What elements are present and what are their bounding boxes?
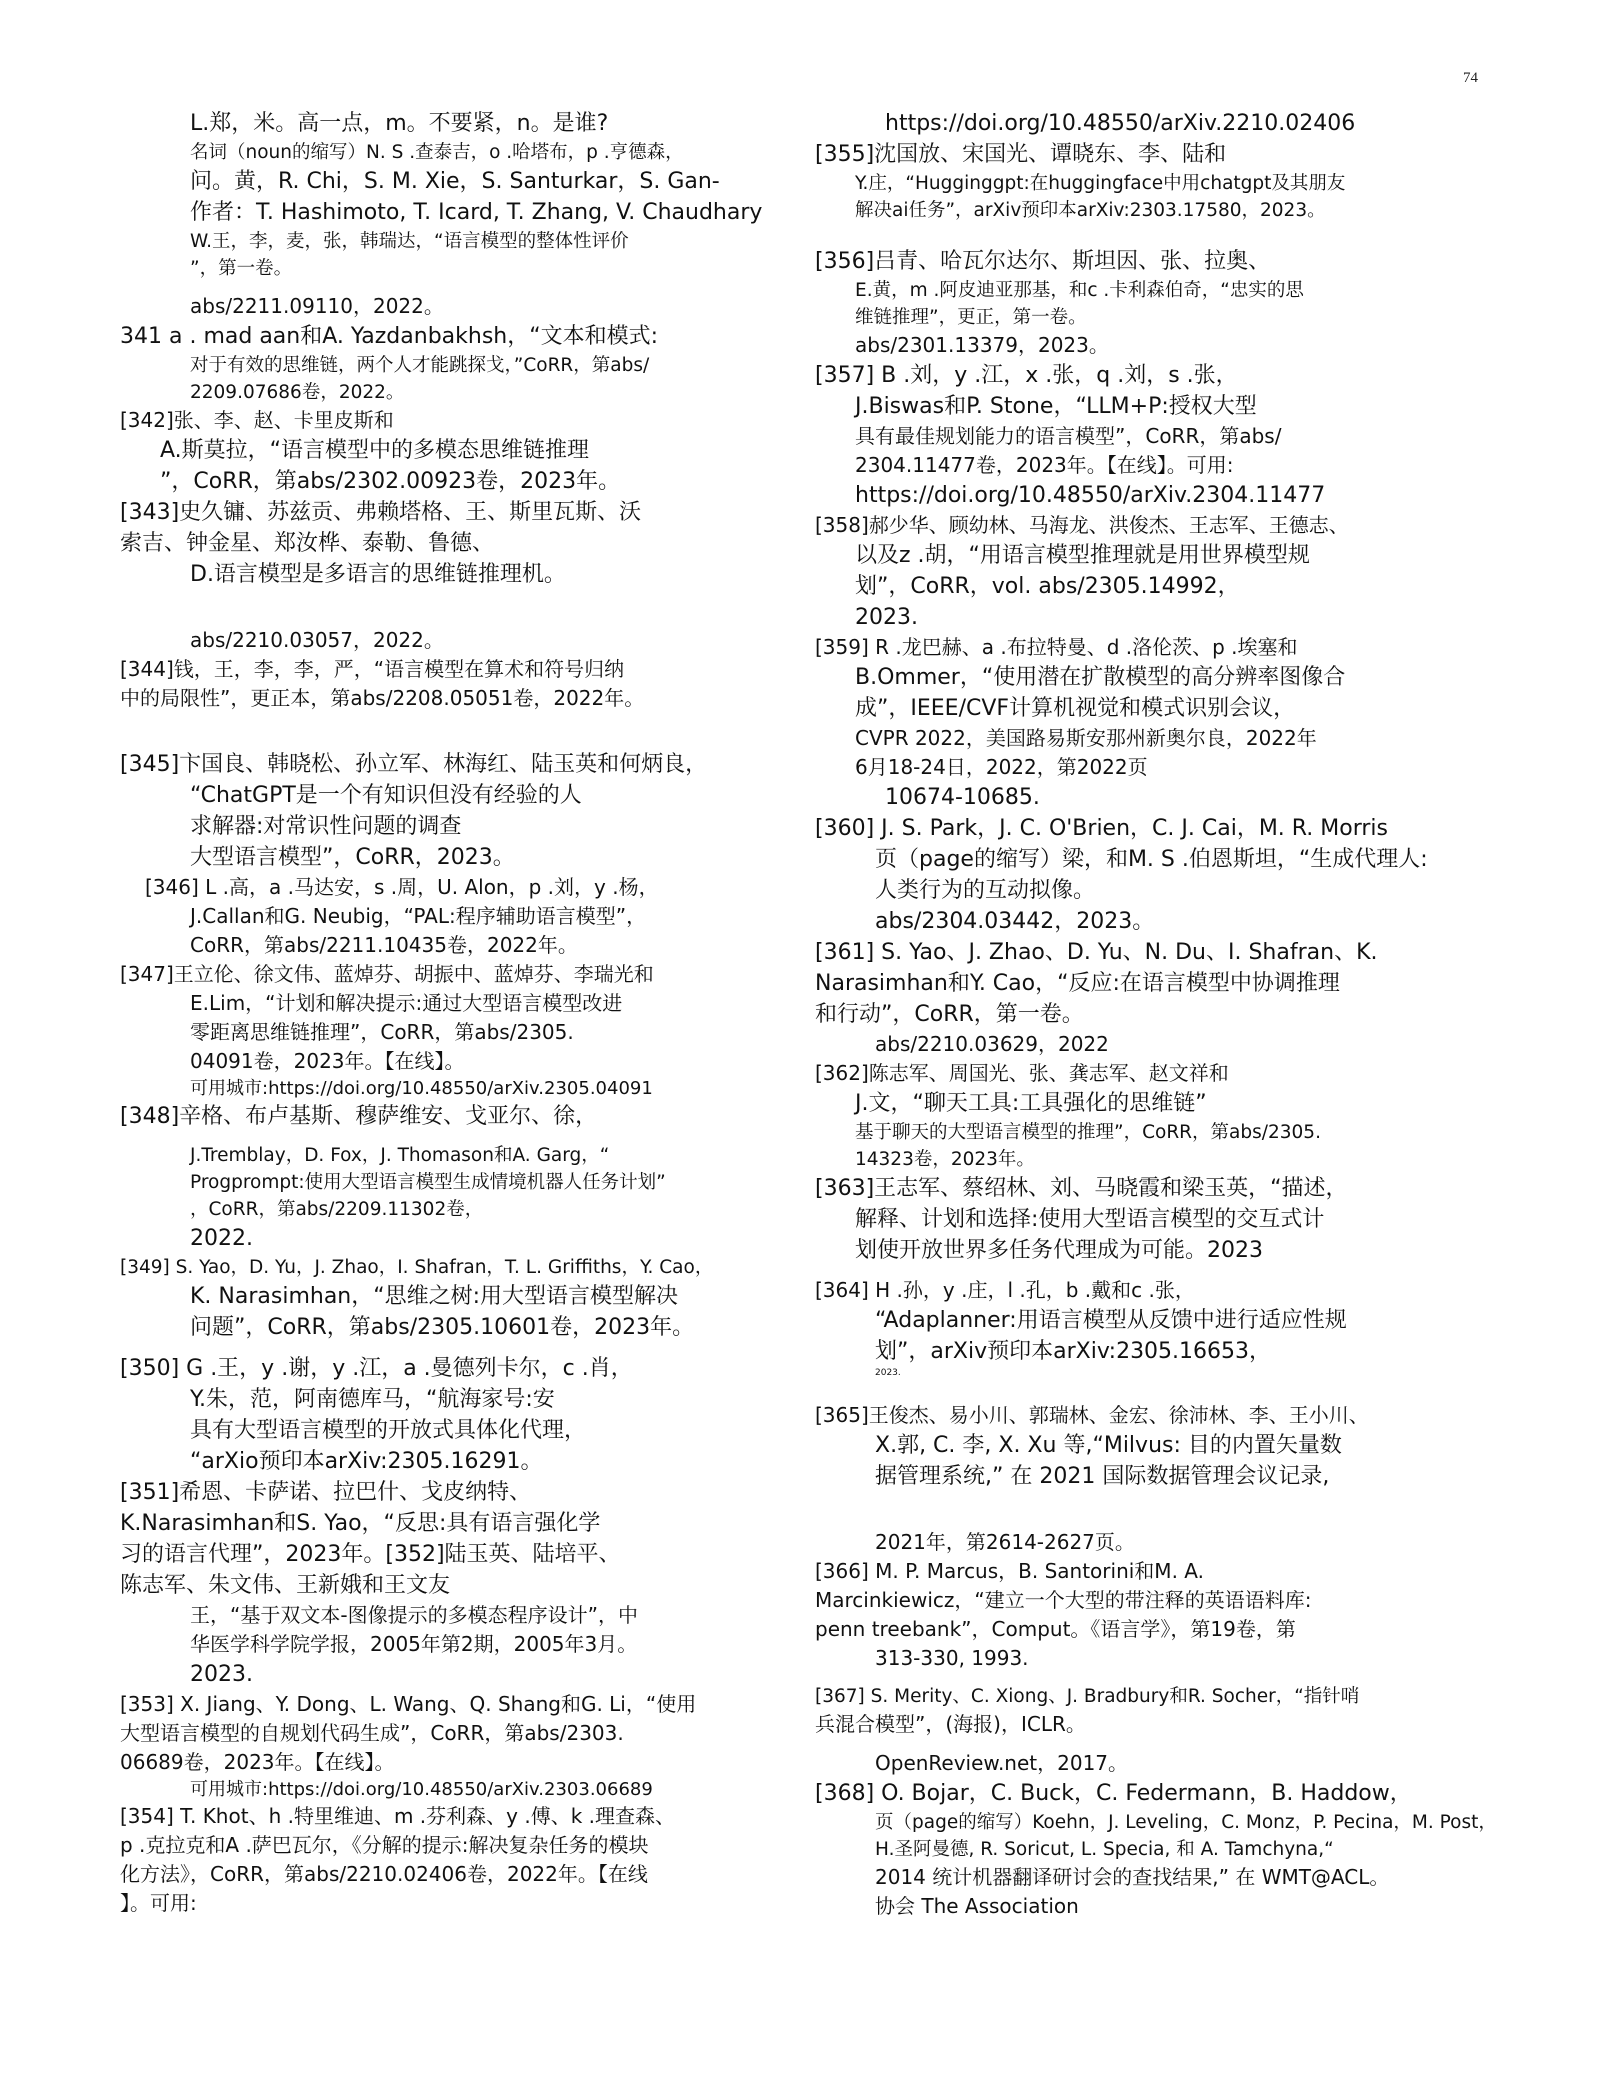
reference-entry — [120, 406, 840, 497]
reference-entry — [815, 108, 1505, 139]
reference-entry — [815, 813, 1505, 937]
reference-line: J.Tremblay，D. Fox，J. Thomason和A. Garg，“ — [190, 1145, 610, 1166]
reference-line: 具有大型语言模型的开放式具体化代理， — [190, 1418, 587, 1443]
reference-line: [360] J. S. Park，J. C. O'Brien，C. J. Cai，M. R. Morris — [815, 816, 1388, 841]
reference-line: abs/2301.13379，2023。 — [855, 333, 1109, 357]
reference-line: 王，“基于双文本-图像提示的多模态程序设计”，中 — [190, 1603, 638, 1627]
reference-line: 求解器:对常识性问题的调查 — [190, 814, 462, 839]
reference-line: H.圣阿曼德, R. Soricut, L. Specia, 和 A. Tamchyna,“ — [875, 1839, 1334, 1860]
reference-line: [363]王志军、蔡绍林、刘、马晓霞和梁玉英，“描述， — [815, 1176, 1348, 1201]
reference-line: 2022. — [190, 1226, 253, 1251]
reference-entry — [815, 246, 1505, 360]
reference-line: 大型语言模型的自规划代码生成”，CoRR，第abs/2303. — [120, 1721, 624, 1745]
reference-line: [343]史久镛、苏兹贡、弗赖塔格、王、斯里瓦斯、沃 — [120, 500, 642, 525]
reference-line: 和行动”，CoRR，第一卷。 — [815, 1002, 1084, 1027]
reference-entry — [120, 1802, 840, 1918]
reference-line: E.黄，m .阿皮迪亚那基，和c .卡利森伯奇，“忠实的思 — [855, 280, 1304, 301]
reference-line: [346] L .高，a .马达安，s .周，U. Alon，p .刘，y .杨， — [145, 875, 659, 899]
reference-line: 页（page的缩写）Koehn，J. Leveling，C. Monz，P. Pecina，M. Post， — [875, 1812, 1497, 1833]
reference-line: 2023. — [875, 1368, 901, 1378]
reference-line: 】。可用: — [120, 1891, 197, 1915]
reference-line: 陈志军、朱文伟、王新娥和王文友 — [120, 1573, 451, 1598]
reference-line: 341 a . mad aan和A. Yazdanbakhsh，“文本和模式: — [120, 324, 659, 349]
reference-line: 协会 The Association — [875, 1894, 1079, 1918]
reference-line: A.斯莫拉，“语言模型中的多模态思维链推理 — [160, 438, 590, 463]
reference-entry — [120, 321, 840, 406]
reference-line: 据管理系统,” 在 2021 国际数据管理会议记录, — [875, 1464, 1330, 1489]
reference-line: https://doi.org/10.48550/arXiv.2304.11477 — [855, 483, 1326, 508]
reference-line: J.文，“聊天工具:工具强化的思维链” — [855, 1091, 1207, 1116]
reference-line: 划”，CoRR，vol. abs/2305.14992， — [855, 574, 1240, 599]
reference-line: 人类行为的互动拟像。 — [875, 878, 1096, 903]
reference-entry — [815, 1173, 1505, 1266]
reference-line: [359] R .龙巴赫、a .布拉特曼、d .洛伦茨、p .埃塞和 — [815, 635, 1298, 659]
reference-entry — [815, 360, 1505, 511]
reference-entry — [815, 511, 1505, 633]
reference-line: abs/2210.03057，2022。 — [190, 628, 444, 652]
reference-line: 零距离思维链推理”，CoRR，第abs/2305. — [190, 1020, 574, 1044]
reference-line: 习的语言代理”，2023年。[352]陆玉英、陆培平、 — [120, 1542, 621, 1567]
reference-line: Narasimhan和Y. Cao，“反应:在语言模型中协调推理 — [815, 971, 1340, 996]
reference-line: 问题”，CoRR，第abs/2305.10601卷，2023年。 — [190, 1315, 695, 1340]
reference-line: D.语言模型是多语言的思维链推理机。 — [190, 562, 566, 587]
right-column — [815, 108, 1505, 1921]
reference-line: abs/2304.03442，2023。 — [875, 909, 1155, 934]
reference-line: 大型语言模型”，CoRR，2023。 — [190, 845, 515, 870]
reference-line: 名词（noun的缩写）N. S .查泰吉，o .哈塔布，p .亨德森， — [190, 142, 684, 163]
reference-line: 兵混合模型”，(海报)，ICLR。 — [815, 1712, 1086, 1736]
reference-line: 10674-10685. — [885, 785, 1040, 810]
reference-line: [362]陈志军、周国光、张、龚志军、赵文祥和 — [815, 1061, 1229, 1085]
reference-line: 2014 统计机器翻译研讨会的查找结果,” 在 WMT@ACL。 — [875, 1865, 1390, 1889]
reference-entry — [815, 1059, 1505, 1173]
reference-line: 6月18-24日，2022，第2022页 — [855, 755, 1148, 779]
reference-line: 划”，arXiv预印本arXiv:2305.16653， — [875, 1339, 1272, 1364]
reference-line: 14323卷，2023年。 — [855, 1149, 1035, 1170]
reference-line: [353] X. Jiang、Y. Dong、L. Wang、Q. Shang和G. Li，“使用 — [120, 1692, 697, 1716]
reference-line: 2021年，第2614-2627页。 — [875, 1530, 1135, 1554]
reference-entry — [815, 937, 1505, 1059]
reference-entry — [120, 749, 840, 873]
reference-line: K. Narasimhan，“思维之树:用大型语言模型解决 — [190, 1284, 679, 1309]
reference-line: 作者：T. Hashimoto, T. Icard, T. Zhang, V. Chaudhary — [190, 200, 763, 225]
reference-line: 解释、计划和选择:使用大型语言模型的交互式计 — [855, 1207, 1325, 1232]
reference-line: E.Lim，“计划和解决提示:通过大型语言模型改进 — [190, 991, 623, 1015]
reference-line: 04091卷，2023年。【在线】。 — [190, 1049, 465, 1073]
reference-line: ，CoRR，第abs/2209.11302卷， — [190, 1199, 484, 1220]
reference-entry — [815, 139, 1505, 224]
reference-line: 问。黄，R. Chi，S. M. Xie，S. Santurkar，S. Gan- — [190, 169, 720, 194]
reference-line: abs/2211.09110，2022。 — [190, 294, 444, 318]
reference-line: abs/2210.03629，2022 — [875, 1032, 1109, 1056]
reference-line: CVPR 2022，美国路易斯安那州新奥尔良，2022年 — [855, 726, 1317, 750]
reference-line: 以及z .胡，“用语言模型推理就是用世界模型规 — [855, 543, 1310, 568]
reference-line: X.郭, C. 李, X. Xu 等,“Milvus: 目的内置矢量数 — [875, 1433, 1342, 1458]
reference-entry — [120, 1353, 840, 1477]
reference-entry — [815, 1557, 1505, 1673]
reference-entry — [815, 1778, 1505, 1921]
reference-line: [365]王俊杰、易小川、郭瑞林、金宏、徐沛林、李、王小川、 — [815, 1403, 1369, 1427]
reference-entry — [120, 655, 840, 713]
reference-line: 索吉、钟金星、郑汝桦、泰勒、鲁德、 — [120, 531, 495, 556]
reference-line: J.Callan和G. Neubig，“PAL:程序辅助语言模型”， — [190, 904, 647, 928]
reference-line: Marcinkiewicz，“建立一个大型的带注释的英语语料库: — [815, 1588, 1312, 1612]
reference-line: [361] S. Yao、J. Zhao、D. Yu、N. Du、I. Shafran、K. — [815, 940, 1378, 965]
reference-line: penn treebank”，Comput。《语言学》，第19卷，第 — [815, 1617, 1296, 1641]
reference-line: [355]沈国放、宋国光、谭晓东、李、陆和 — [815, 142, 1227, 167]
reference-line: [348]辛格、布卢基斯、穆萨维安、戈亚尔、徐， — [120, 1104, 598, 1129]
reference-line: OpenReview.net，2017。 — [875, 1751, 1129, 1775]
reference-line: 划使开放世界多任务代理成为可能。2023 — [855, 1238, 1263, 1263]
reference-line: [367] S. Merity、C. Xiong、J. Bradbury和R. Socher，“指针哨 — [815, 1686, 1360, 1707]
reference-line: W.王，李，麦，张，韩瑞达，“语言模型的整体性评价 — [190, 231, 629, 252]
reference-line: [344]钱，王，李，李，严，“语言模型在算术和符号归纳 — [120, 657, 625, 681]
reference-line: 解决ai任务”，arXiv预印本arXiv:2303.17580，2023。 — [855, 200, 1326, 221]
reference-line: 313-330, 1993. — [875, 1646, 1029, 1670]
reference-line: J.Biswas和P. Stone，“LLM+P:授权大型 — [855, 394, 1257, 419]
reference-line: [366] M. P. Marcus，B. Santorini和M. A. — [815, 1559, 1204, 1583]
reference-line: ”，第一卷。 — [190, 258, 293, 279]
reference-line: [357] B .刘，y .江，x .张，q .刘，s .张， — [815, 363, 1238, 388]
reference-line: 2023. — [190, 1662, 253, 1687]
reference-entry — [120, 1477, 840, 1601]
reference-entry — [815, 1401, 1505, 1557]
reference-line: L.郑，米。高一点，m。不要紧，n。是谁? — [190, 111, 609, 136]
reference-entry — [815, 1276, 1505, 1379]
reference-line: 可用城市:https://doi.org/10.48550/arXiv.2303.06689 — [190, 1779, 653, 1800]
reference-line: 对于有效的思维链，两个人才能跳探戈，”CoRR，第abs/ — [190, 355, 650, 376]
reference-line: 可用城市:https://doi.org/10.48550/arXiv.2305.04091 — [190, 1078, 653, 1099]
reference-line: K.Narasimhan和S. Yao，“反思:具有语言强化学 — [120, 1511, 601, 1536]
reference-line: “arXio预印本arXiv:2305.16291。 — [190, 1449, 543, 1474]
reference-line: [342]张、李、赵、卡里皮斯和 — [120, 408, 394, 432]
reference-entry — [120, 960, 840, 1101]
left-column — [120, 108, 840, 1918]
reference-line: [347]王立伦、徐文伟、蓝焯芬、胡振中、蓝焯芬、李瑞光和 — [120, 962, 654, 986]
reference-line: [364] H .孙，y .庄，l .孔，b .戴和c .张， — [815, 1278, 1195, 1302]
reference-line: “Adaplanner:用语言模型从反馈中进行适应性规 — [875, 1308, 1347, 1333]
reference-entry — [120, 108, 840, 321]
reference-line: 基于聊天的大型语言模型的推理”，CoRR，第abs/2305. — [855, 1122, 1321, 1143]
reference-entry — [120, 1690, 840, 1802]
reference-line: [368] O. Bojar，C. Buck，C. Federmann，B. Haddow， — [815, 1781, 1412, 1806]
reference-line: [356]吕青、哈瓦尔达尔、斯坦因、张、拉奥、 — [815, 249, 1271, 274]
reference-line: 华医学科学院学报，2005年第2期，2005年3月。 — [190, 1632, 638, 1656]
reference-line: Y.朱，范，阿南德库马，“航海家号:安 — [190, 1387, 555, 1412]
reference-line: “ChatGPT是一个有知识但没有经验的人 — [190, 783, 582, 808]
reference-line: [354] T. Khot、h .特里维迪、m .芬利森、y .傅、k .理查森、 — [120, 1804, 675, 1828]
reference-line: 成”，IEEE/CVF计算机视觉和模式识别会议， — [855, 696, 1296, 721]
reference-line: 06689卷，2023年。【在线】。 — [120, 1750, 395, 1774]
reference-line: 维链推理”，更正，第一卷。 — [855, 307, 1087, 328]
reference-line: [351]希恩、卡萨诺、拉巴什、戈皮纳特、 — [120, 1480, 532, 1505]
reference-line: 2023. — [855, 605, 918, 630]
reference-entry — [120, 1254, 840, 1343]
reference-line: p .克拉克和A .萨巴瓦尔，《分解的提示:解决复杂任务的模块 — [120, 1833, 649, 1857]
reference-entry — [120, 1101, 840, 1254]
reference-entry — [815, 633, 1505, 813]
reference-line: 具有最佳规划能力的语言模型”，CoRR，第abs/ — [855, 424, 1282, 448]
reference-line: https://doi.org/10.48550/arXiv.2210.02406 — [885, 111, 1356, 136]
reference-entry — [120, 497, 840, 655]
reference-line: CoRR，第abs/2211.10435卷，2022年。 — [190, 933, 578, 957]
reference-line: Progprompt:使用大型语言模型生成情境机器人任务计划” — [190, 1172, 666, 1193]
reference-entry — [120, 1601, 840, 1690]
reference-line: [345]卞国良、韩晓松、孙立军、林海红、陆玉英和何炳良， — [120, 752, 708, 777]
reference-line: [358]郝少华、顾幼林、马海龙、洪俊杰、王志军、王德志、 — [815, 513, 1349, 537]
reference-line: B.Ommer，“使用潜在扩散模型的高分辨率图像合 — [855, 665, 1346, 690]
reference-line: ”，CoRR，第abs/2302.00923卷，2023年。 — [160, 469, 621, 494]
reference-line: 2209.07686卷，2022。 — [190, 382, 405, 403]
reference-line: 页（page的缩写）梁，和M. S .伯恩斯坦，“生成代理人: — [875, 847, 1428, 872]
page-number: 74 — [1463, 70, 1478, 86]
reference-line: 2304.11477卷，2023年。【在线】。可用: — [855, 453, 1234, 477]
reference-line: Y.庄，“Hugginggpt:在huggingface中用chatgpt及其朋友 — [855, 173, 1346, 194]
reference-line: [349] S. Yao，D. Yu，J. Zhao，I. Shafran，T. L. Griffiths，Y. Cao， — [120, 1257, 714, 1278]
reference-line: [350] G .王，y .谢，y .江，a .曼德列卡尔，c .肖， — [120, 1356, 633, 1381]
reference-line: 化方法》，CoRR，第abs/2210.02406卷，2022年。【在线 — [120, 1862, 648, 1886]
reference-entry — [120, 873, 840, 960]
reference-entry — [815, 1683, 1505, 1778]
reference-line: 中的局限性”，更正本，第abs/2208.05051卷，2022年。 — [120, 686, 645, 710]
